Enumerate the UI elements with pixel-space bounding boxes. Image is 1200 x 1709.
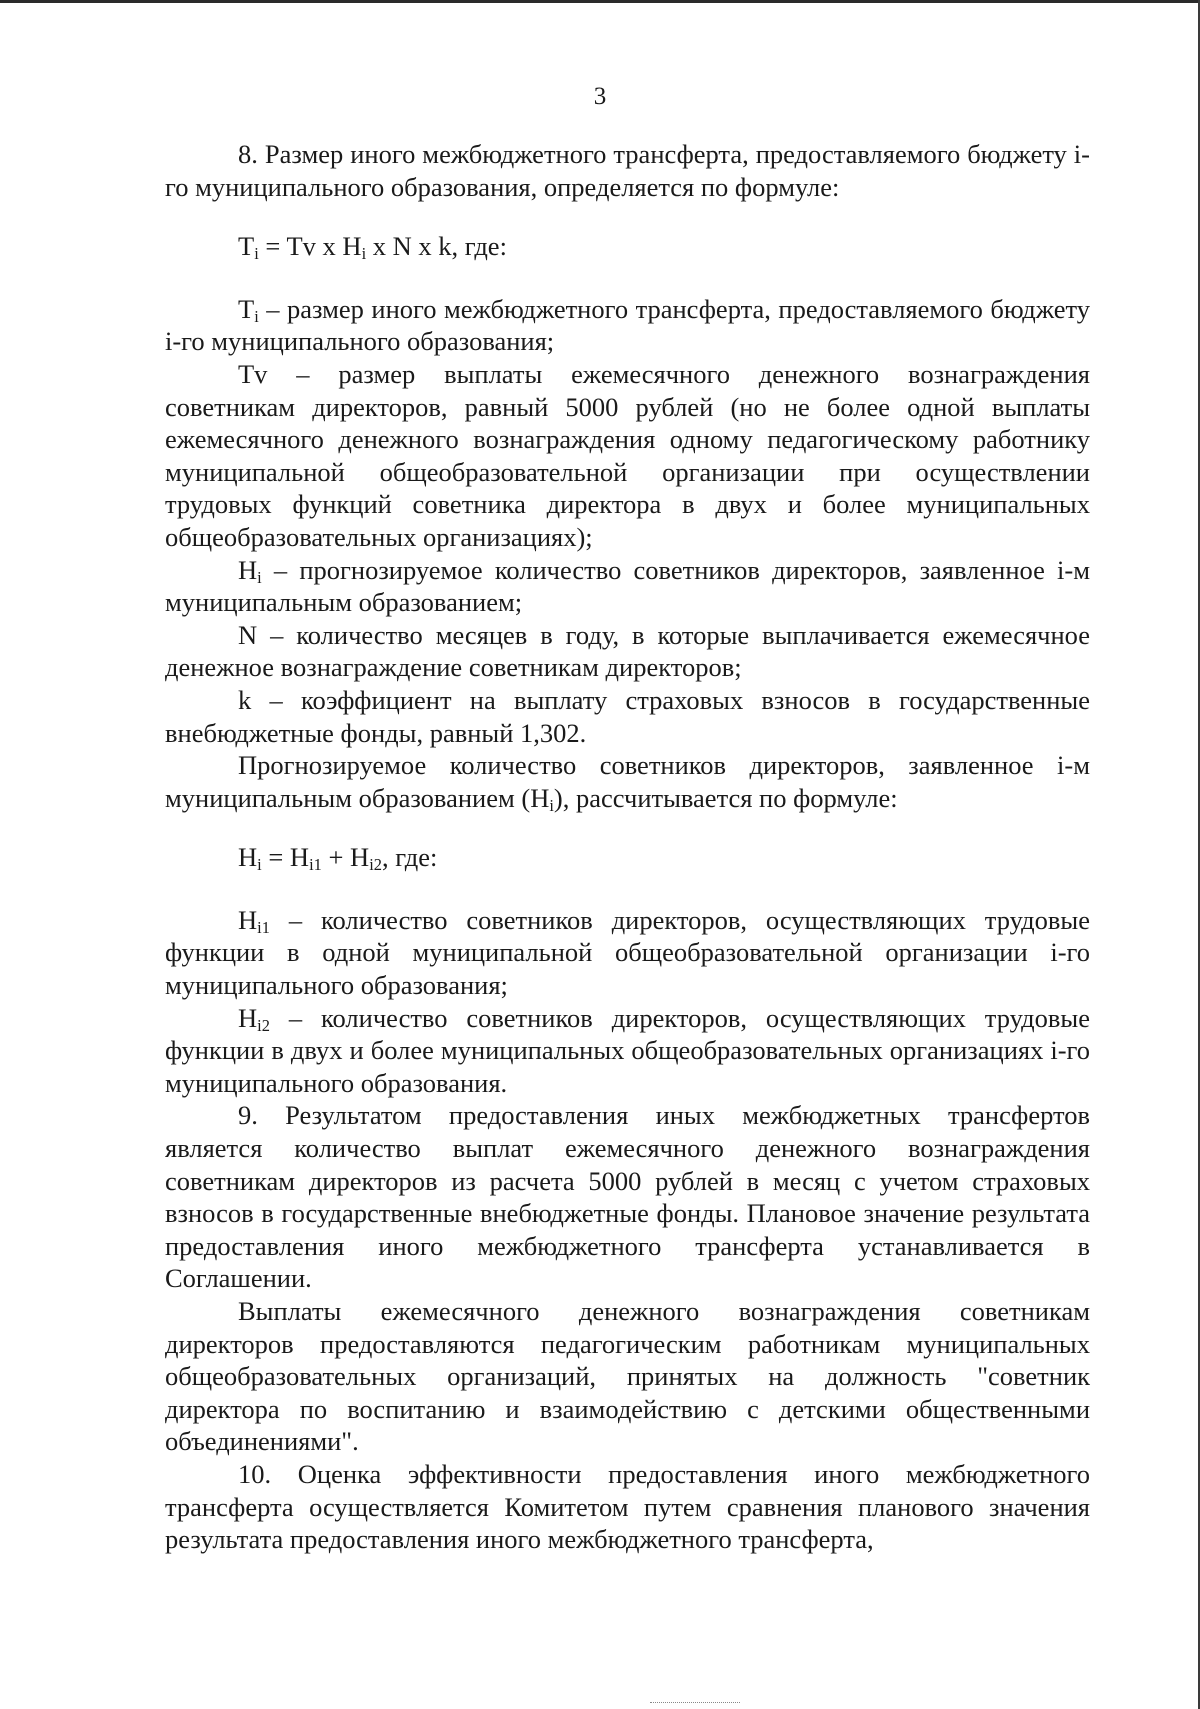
- definition-tv: Tv – размер выплаты ежемесячного денежного вознаграждения советникам директоров, равный 5000 рублей (но не более одной выплаты ежемесячного денежного вознаграждения одному педагогическому работнику муниципальной общеобразовательной организации при осуществлении трудовых функций советника директора в двух и более муниципальных общеобразовательных организациях);: [165, 358, 1090, 552]
- formula-hi: $H_i = H_{i1} + H_{i2}$, где:: [238, 842, 438, 875]
- definition-hi1: $H_{i1}$ – количество советников директоров, осуществляющих трудовые функции в одной муниципальной общеобразовательной организации i-го муниципального образования;: [165, 904, 1090, 1001]
- definition-hi: $H_i$ – прогнозируемое количество советников директоров, заявленное i-м муниципальным образованием;: [165, 554, 1090, 618]
- definition-n: N – количество месяцев в году, в которые выплачивается ежемесячное денежное вознаграждение советникам директоров;: [165, 619, 1090, 683]
- definition-ti: $T_i$ – размер иного межбюджетного трансферта, предоставляемого бюджету i-го муниципального образования;: [165, 293, 1090, 357]
- paragraph-9: 9. Результатом предоставления иных межбюджетных трансфертов является количество выплат ежемесячного денежного вознаграждения советникам директоров из расчета 5000 рублей в месяц с учетом страховых взносов в государственные внебюджетные фонды. Плановое значение результата предоставления иного межбюджетного трансферта устанавливается в Соглашении.: [165, 1100, 1090, 1294]
- payments-paragraph: Выплаты ежемесячного денежного вознаграждения советникам директоров предоставляются педагогическим работникам муниципальных общеобразовательных организаций, принятых на должность "советник директора по воспитанию и взаимодействию с детскими общественными объединениями".: [165, 1296, 1090, 1457]
- document-body: [165, 138, 1090, 1556]
- paragraph-8: 8. Размер иного межбюджетного трансферта, предоставляемого бюджету i-го муниципального образования, определяется по формуле:: [165, 139, 1090, 202]
- scan-edge-top: [0, 0, 1200, 3]
- paragraph-10: 10. Оценка эффективности предоставления иного межбюджетного трансферта осуществляется Комитетом путем сравнения планового значения результата предоставления иного межбюджетного трансферта,: [165, 1458, 1090, 1555]
- scan-artifact: [650, 1702, 740, 1704]
- forecast-paragraph: Прогнозируемое количество советников директоров, заявленное i-м муниципальным образованием $(H_i)$, рассчитывается по формуле:: [165, 750, 1090, 815]
- page-number: 3: [593, 83, 607, 110]
- definition-k: k – коэффициент на выплату страховых взносов в государственные внебюджетные фонды, равный 1,302.: [165, 684, 1090, 748]
- definition-hi2: $H_{i2}$ – количество советников директоров, осуществляющих трудовые функции в двух и более муниципальных общеобразовательных организациях i-го муниципального образования.: [165, 1002, 1090, 1098]
- formula-transfer: $T_i = Tv$ x $H_i$ x N x k, где:: [238, 231, 507, 264]
